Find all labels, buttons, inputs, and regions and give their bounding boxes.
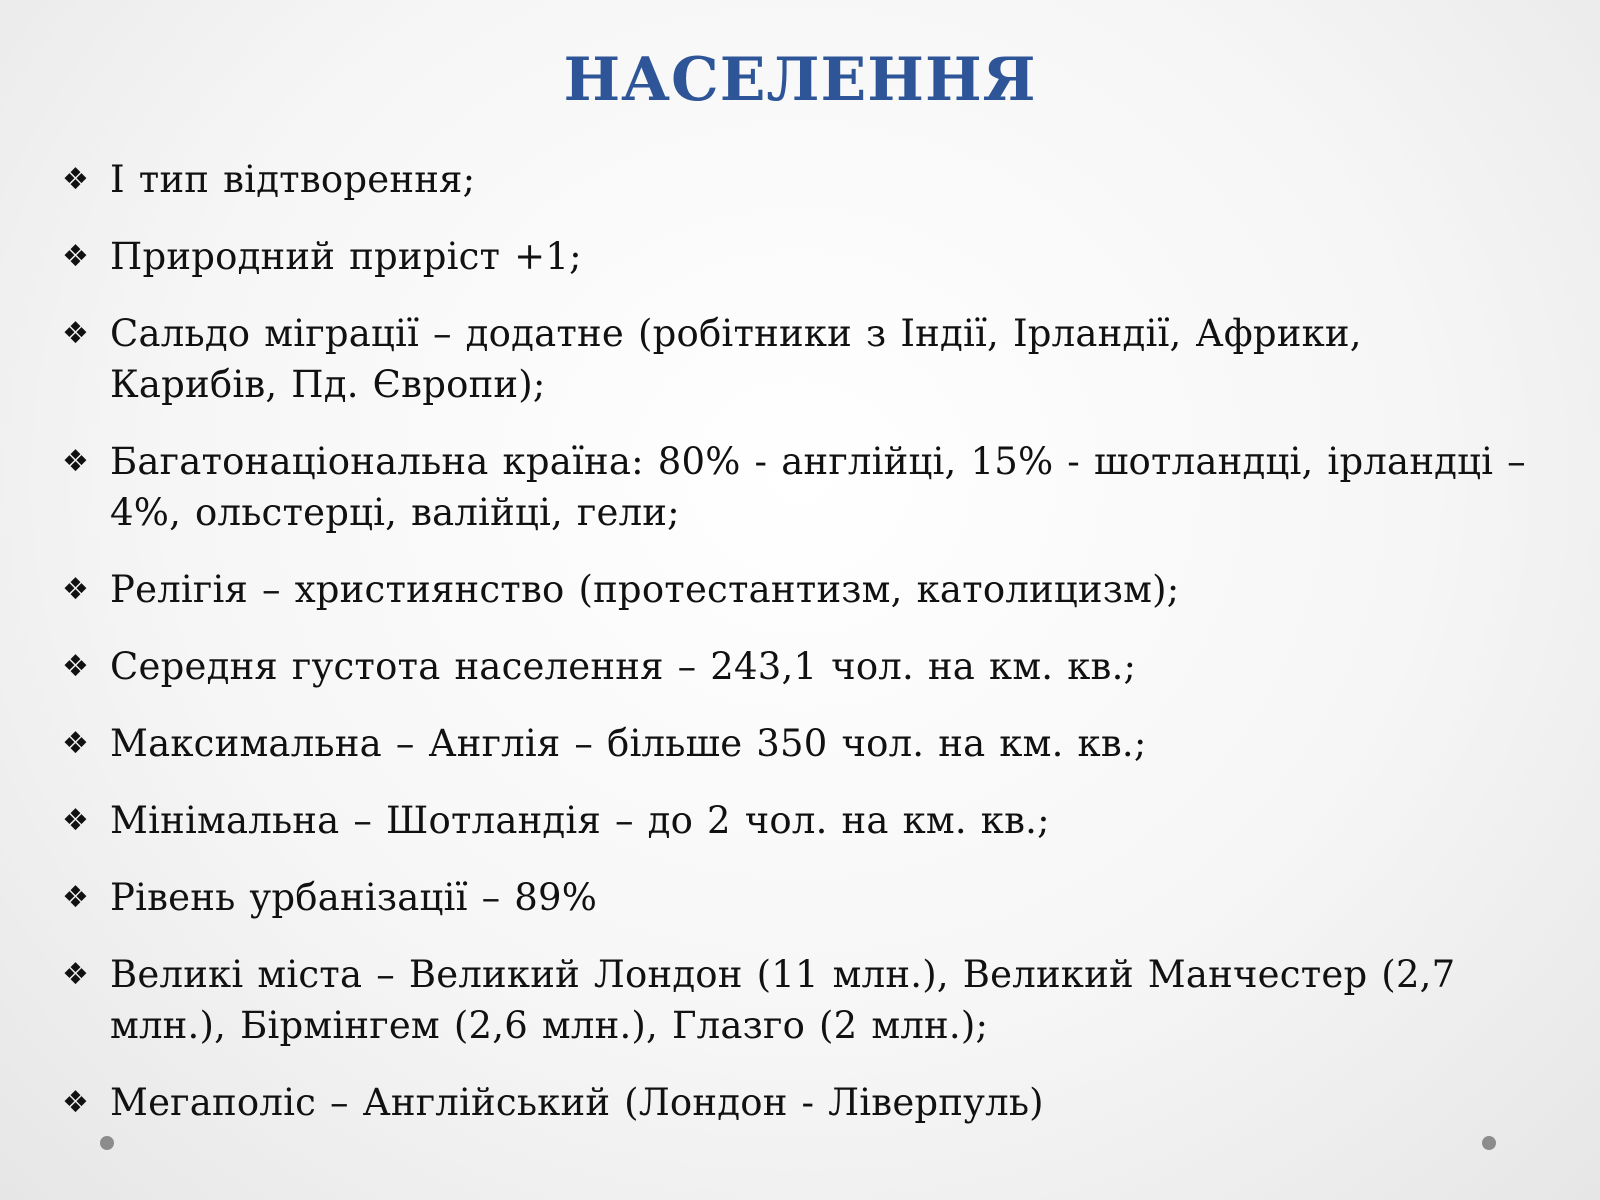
bullet-item-nationalities (62, 436, 1542, 538)
diamond-bullet-icon: ❖ (62, 572, 90, 607)
bullet-item-minimum-density (62, 795, 1542, 846)
bullet-item-maximum-density (62, 718, 1542, 769)
bullet-item-megalopolis (62, 1077, 1542, 1128)
diamond-bullet-icon: ❖ (62, 444, 90, 479)
bullet-text: Максимальна – Англія – більше 350 чол. на км. кв.; (110, 722, 1147, 765)
bullet-text: Мінімальна – Шотландія – до 2 чол. на км. кв.; (110, 799, 1050, 842)
diamond-bullet-icon: ❖ (62, 239, 90, 274)
diamond-bullet-icon: ❖ (62, 649, 90, 684)
bullet-item-average-density (62, 641, 1542, 692)
bullet-item-religion (62, 564, 1542, 615)
bullet-text: Рівень урбанізації – 89% (110, 876, 598, 919)
bullet-text: Середня густота населення – 243,1 чол. на км. кв.; (110, 645, 1137, 688)
diamond-bullet-icon: ❖ (62, 803, 90, 838)
bullet-list (62, 154, 1542, 1154)
bullet-item-big-cities (62, 949, 1542, 1051)
bullet-text: Багатонаціональна країна: 80% - англійці, 15% - шотландці, ірландці – 4%, ольстерці, валійці, гели; (110, 440, 1526, 534)
bullet-text: Релігія – християнство (протестантизм, католицизм); (110, 568, 1180, 611)
bullet-text: Природний приріст +1; (110, 235, 582, 278)
bullet-item-migration (62, 308, 1542, 410)
diamond-bullet-icon: ❖ (62, 316, 90, 351)
bullet-item-reproduction-type (62, 154, 1542, 205)
diamond-bullet-icon: ❖ (62, 880, 90, 915)
bullet-item-urbanization (62, 872, 1542, 923)
corner-dot-right (1482, 1136, 1496, 1150)
diamond-bullet-icon: ❖ (62, 726, 90, 761)
diamond-bullet-icon: ❖ (62, 1085, 90, 1120)
corner-dot-left (100, 1136, 114, 1150)
bullet-text: Сальдо міграції – додатне (робітники з Індії, Ірландії, Африки, Карибів, Пд. Європи); (110, 312, 1362, 406)
diamond-bullet-icon: ❖ (62, 162, 90, 197)
bullet-text: Мегаполіс – Англійський (Лондон - Ліверпуль) (110, 1081, 1044, 1124)
diamond-bullet-icon: ❖ (62, 957, 90, 992)
bullet-text: Великі міста – Великий Лондон (11 млн.), Великий Манчестер (2,7 млн.), Бірмінгем (2,6 млн.), Глазго (2 млн.); (110, 953, 1456, 1047)
slide-title: НАСЕЛЕННЯ (563, 45, 1037, 115)
bullet-text: І тип відтворення; (110, 158, 476, 201)
bullet-item-natural-growth (62, 231, 1542, 282)
